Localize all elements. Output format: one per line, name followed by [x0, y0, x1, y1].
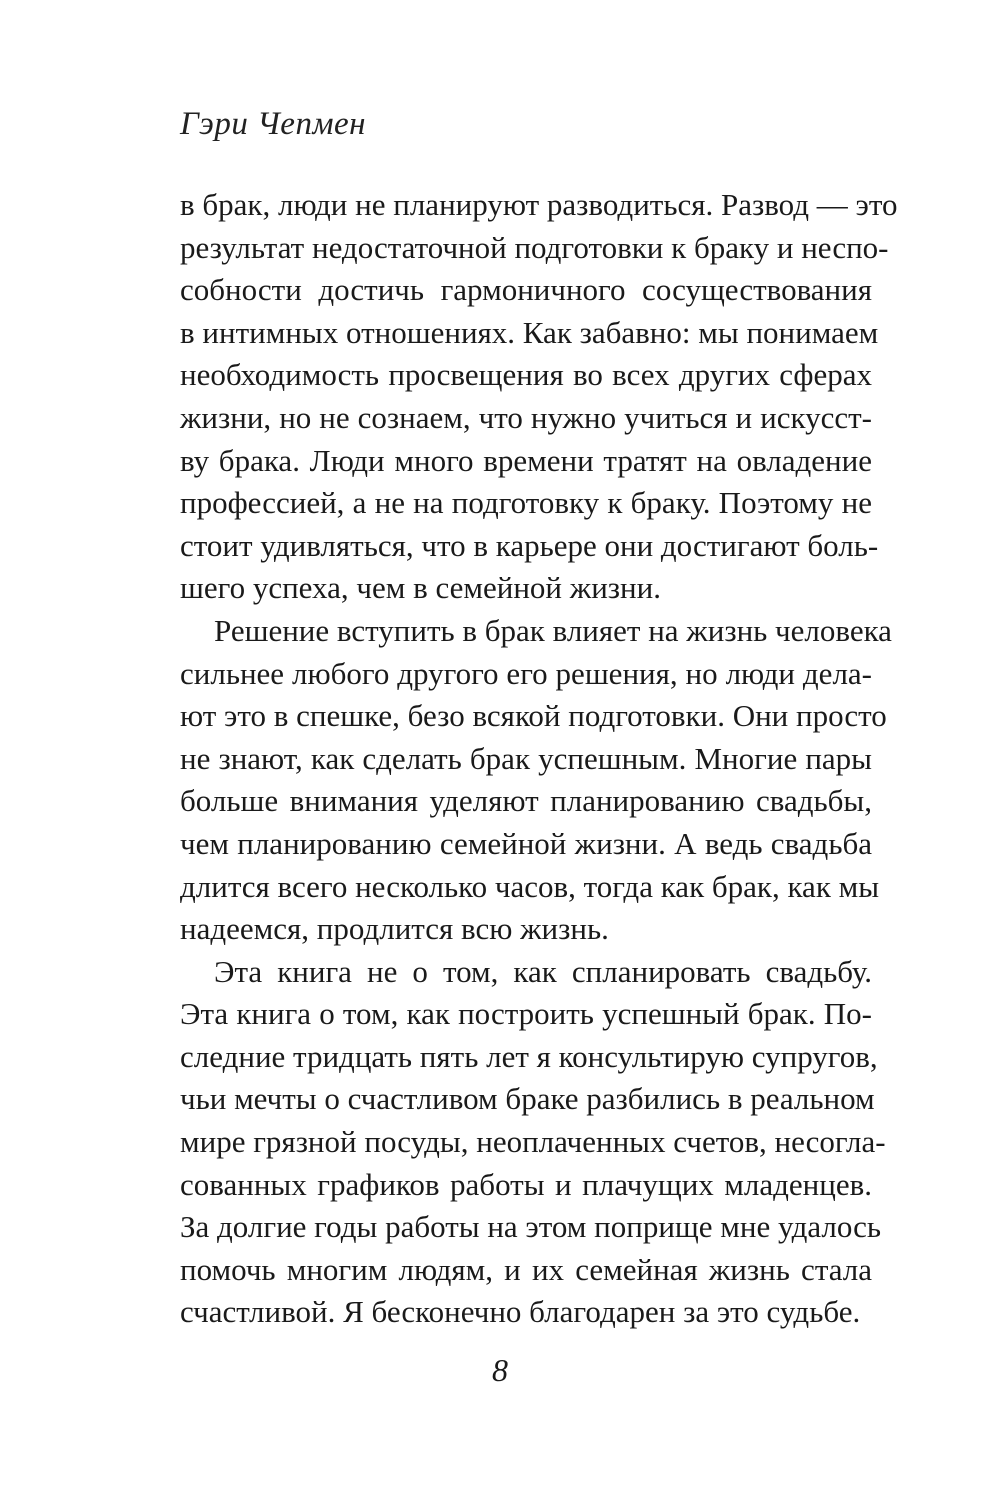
paragraph — [180, 184, 898, 610]
text-line: шего успеха, чем в семейной жизни. — [180, 570, 661, 606]
text-line: ют это в спешке, безо всякой подготовки. Они просто — [180, 698, 887, 734]
running-head-author: Гэри Чепмен — [180, 106, 367, 142]
text-line: следние тридцать пять лет я консультирую супругов, — [180, 1038, 878, 1074]
text-line: Эта книга о том, как построить успешный брак. По- — [180, 996, 872, 1032]
text-line: в интимных отношениях. Как забавно: мы понимаем — [180, 314, 879, 350]
text-line: жизни, но не сознаем, что нужно учиться и искусст- — [180, 399, 872, 435]
text-line: счастливой. Я бесконечно благодарен за это судьбе. — [180, 1294, 861, 1330]
text-line: чьи мечты о счастливом браке разбились в реальном — [180, 1081, 875, 1117]
text-line: Решение вступить в брак влияет на жизнь человека — [214, 612, 892, 648]
text-line: надеемся, продлится всю жизнь. — [180, 911, 609, 947]
text-line: результат недостаточной подготовки к браку и неспо- — [180, 229, 889, 265]
paragraph — [180, 610, 892, 951]
text-line: собности достичь гармоничного сосуществования — [180, 272, 872, 308]
body-text — [180, 184, 898, 1334]
text-line: стоит удивляться, что в карьере они достигают боль- — [180, 527, 879, 563]
text-line: длится всего несколько часов, тогда как брак, как мы — [180, 868, 880, 904]
text-line: сильнее любого другого его решения, но люди дела- — [180, 655, 872, 691]
text-line: мире грязной посуды, неоплаченных счетов, несогла- — [180, 1124, 886, 1160]
paragraph — [180, 951, 886, 1334]
text-line: больше внимания уделяют планированию свадьбы, — [180, 783, 872, 819]
text-line: не знают, как сделать брак успешным. Многие пары — [180, 740, 872, 776]
text-line: необходимость просвещения во всех других сферах — [180, 357, 872, 393]
page-number: 8 — [492, 1352, 508, 1388]
text-line: За долгие годы работы на этом поприще мне удалось — [180, 1209, 882, 1245]
text-line: ву брака. Люди много времени тратят на овладение — [180, 442, 872, 478]
text-line: Эта книга не о том, как спланировать свадьбу. — [214, 953, 872, 989]
text-line: профессией, а не на подготовку к браку. Поэтому не — [180, 485, 872, 521]
text-line: чем планированию семейной жизни. А ведь свадьба — [180, 825, 872, 861]
text-line: в брак, люди не планируют разводиться. Развод — это — [180, 187, 898, 222]
text-line: сованных графиков работы и плачущих младенцев. — [180, 1166, 872, 1202]
text-line: помочь многим людям, и их семейная жизнь стала — [180, 1251, 872, 1287]
